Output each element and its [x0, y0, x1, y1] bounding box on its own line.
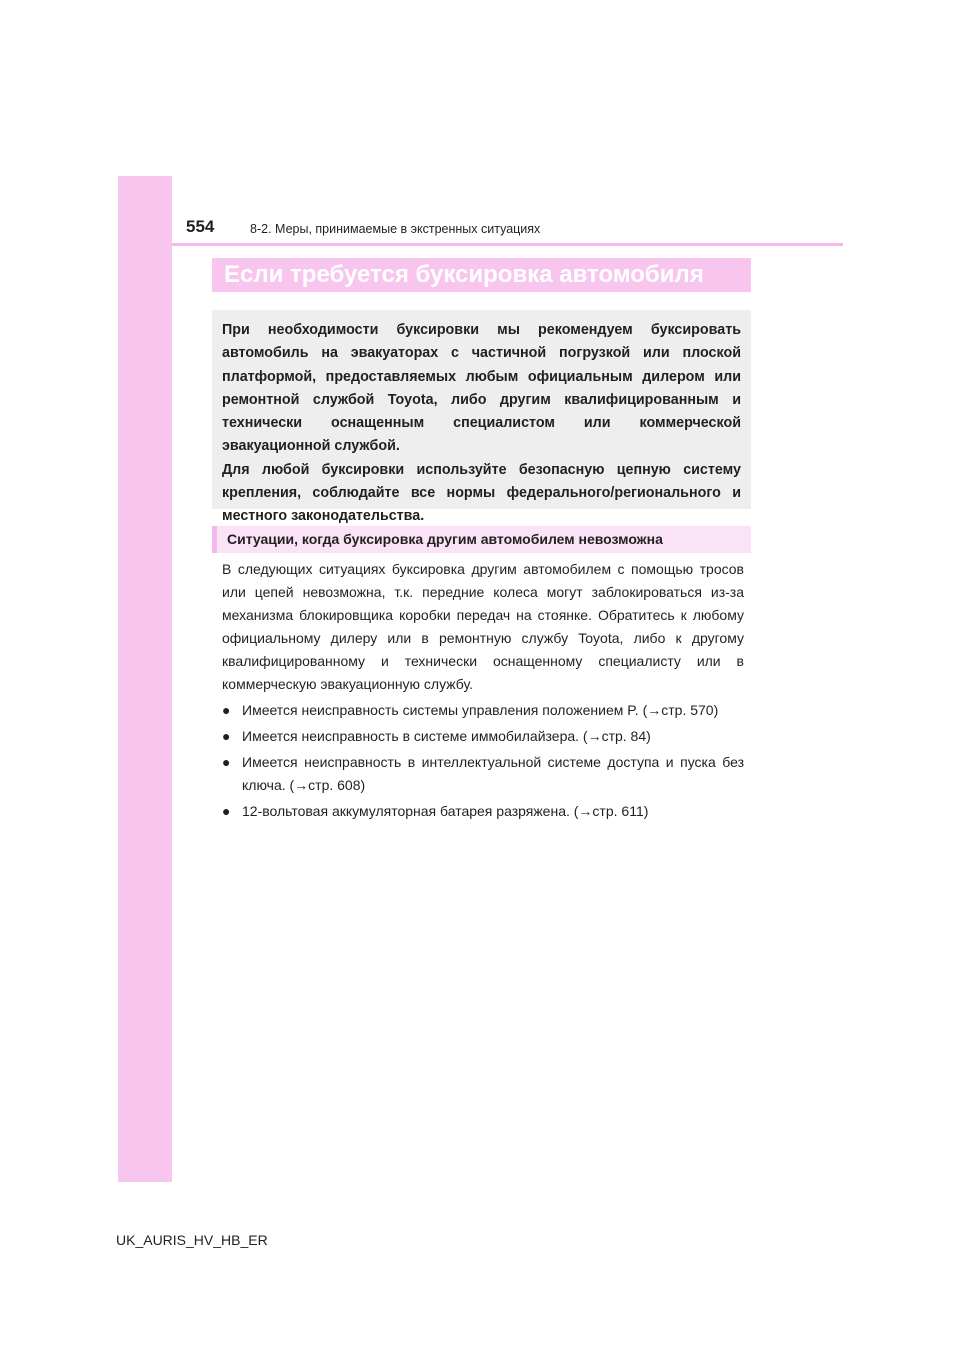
intro-paragraph-2: Для любой буксировки используйте безопасную цепную систему крепления, соблюдайте все нормы федерального/регионального и местного законодательства. — [222, 461, 741, 525]
list-item — [222, 751, 744, 797]
intro-box — [212, 310, 751, 525]
bullet-icon: ● — [222, 702, 231, 718]
intro-paragraph-1: При необходимости буксировки мы рекомендуем буксировать автомобиль на эвакуаторах с частичной погрузкой или плоской платформой, предоставляемых любым официальным дилером или ремонтной службой Toyota, либо другим квалифицированным и технически оснащенным специалистом или коммерческой эвакуационной службой. — [222, 322, 741, 455]
running-head: 8-2. Меры, принимаемые в экстренных ситуациях — [250, 222, 541, 236]
bullet-icon: ● — [222, 803, 231, 819]
list-item — [222, 800, 744, 823]
body-paragraph: В следующих ситуациях буксировка другим автомобилем с помощью тросов или цепей невозможна, т.к. передние колеса могут заблокироваться из-за механизма блокировщика коробки передач на стоянке. Обратитесь к любому официальному дилеру или в ремонтную службу Toyota, либо к другому квалифицированному и технически оснащенному специалисту или в коммерческую эвакуационную службу. — [222, 561, 744, 692]
bullet-text: Имеется неисправность системы управления положением P. (→стр. 570) — [242, 702, 719, 718]
bullet-icon: ● — [222, 754, 231, 770]
list-item — [222, 725, 744, 748]
bullet-icon: ● — [222, 728, 231, 744]
bullet-text: 12-вольтовая аккумуляторная батарея разряжена. (→стр. 611) — [242, 803, 649, 819]
list-item — [222, 699, 744, 722]
subsection-body — [222, 558, 744, 823]
subsection-title: Ситуации, когда буксировка другим автомобилем невозможна — [212, 526, 751, 553]
section-title: Если требуется буксировка автомобиля — [212, 258, 751, 292]
bullet-text: Имеется неисправность в системе иммобилайзера. (→стр. 84) — [242, 728, 651, 744]
header-rule — [172, 243, 843, 246]
bullet-text: Имеется неисправность в интеллектуальной системе доступа и пуска без ключа. (→стр. 608) — [242, 754, 744, 793]
page-number: 554 — [186, 217, 215, 236]
footer-code: UK_AURIS_HV_HB_ER — [116, 1232, 268, 1248]
side-tab-bar — [118, 176, 172, 1182]
